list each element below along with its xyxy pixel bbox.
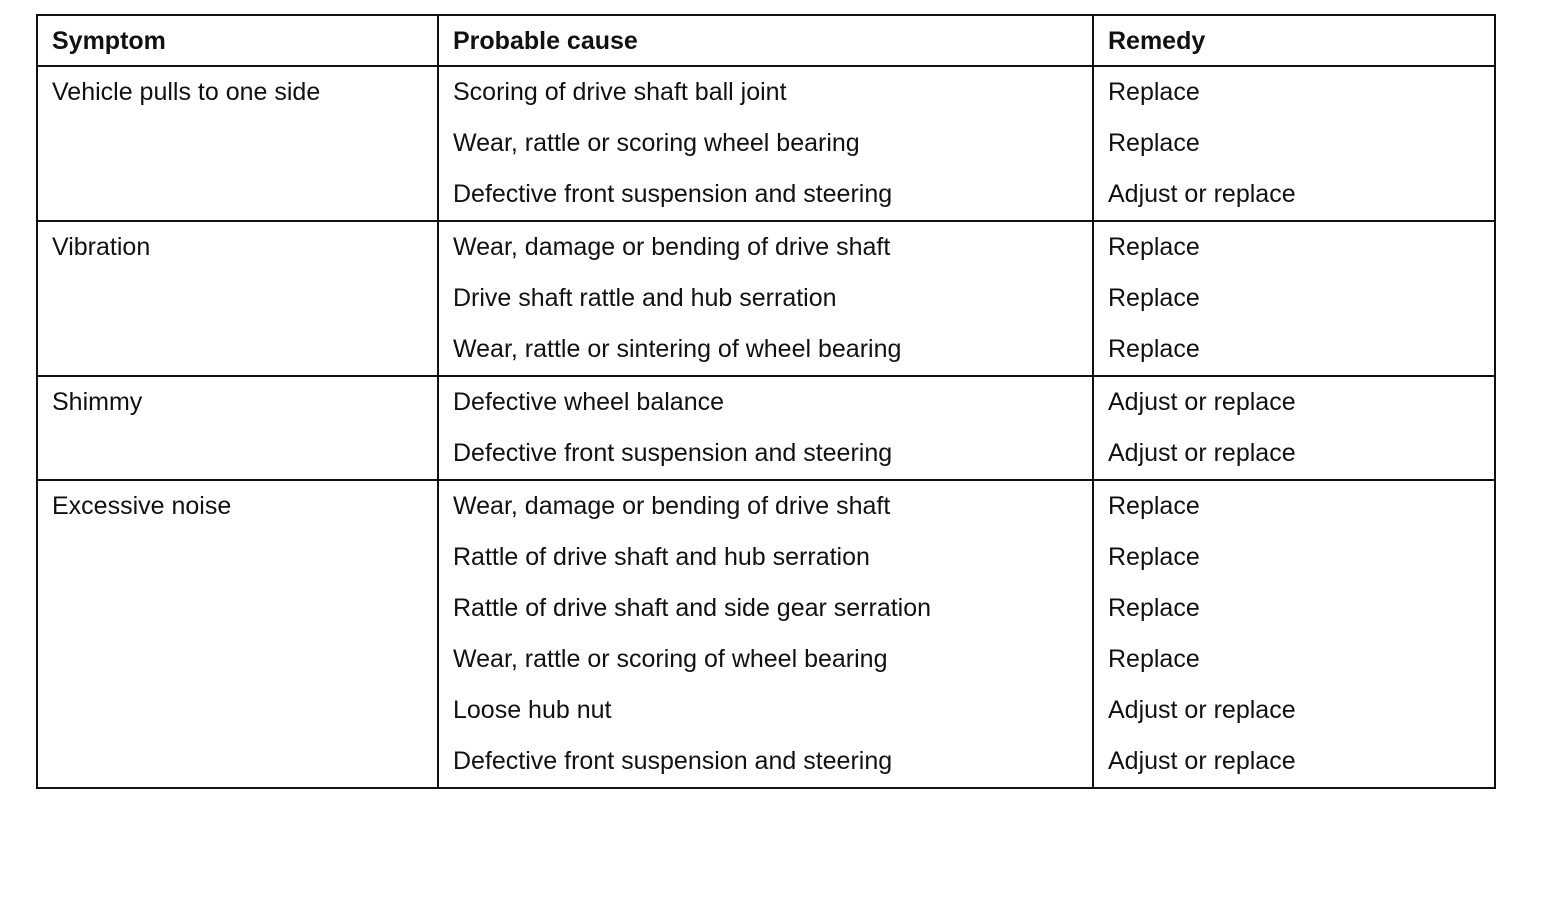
symptom-text: Vehicle pulls to one side [52, 78, 321, 106]
remedy-text: Replace [1108, 645, 1200, 673]
remedy-text: Replace [1108, 284, 1200, 312]
header-probable-cause: Probable cause [439, 16, 1094, 67]
header-symptom: Symptom [38, 16, 439, 67]
remedy-text: Adjust or replace [1108, 439, 1296, 467]
remedy-text: Adjust or replace [1108, 747, 1296, 775]
remedy-cell [1094, 481, 1494, 787]
remedy-text: Replace [1108, 78, 1200, 106]
cause-text: Defective front suspension and steering [453, 747, 893, 775]
cause-cell [439, 377, 1094, 481]
remedy-text: Replace [1108, 129, 1200, 157]
cause-text: Wear, damage or bending of drive shaft [453, 492, 891, 520]
remedy-text: Replace [1108, 492, 1200, 520]
cause-text: Wear, rattle or scoring of wheel bearing [453, 645, 888, 673]
remedy-text: Replace [1108, 335, 1200, 363]
symptom-cell [38, 222, 439, 377]
cause-cell [439, 67, 1094, 222]
remedy-text: Adjust or replace [1108, 388, 1296, 416]
cause-text: Defective wheel balance [453, 388, 724, 416]
cause-text: Wear, damage or bending of drive shaft [453, 233, 891, 261]
symptom-cell [38, 481, 439, 787]
remedy-text: Replace [1108, 594, 1200, 622]
remedy-cell [1094, 222, 1494, 377]
remedy-text: Adjust or replace [1108, 696, 1296, 724]
symptom-text: Shimmy [52, 388, 143, 416]
cause-text: Loose hub nut [453, 696, 612, 724]
cause-text: Defective front suspension and steering [453, 439, 893, 467]
cause-text: Wear, rattle or sintering of wheel bearing [453, 335, 902, 363]
symptom-text: Excessive noise [52, 492, 232, 520]
troubleshooting-table [36, 14, 1496, 789]
remedy-cell [1094, 377, 1494, 481]
cause-text: Rattle of drive shaft and hub serration [453, 543, 870, 571]
cause-text: Rattle of drive shaft and side gear serration [453, 594, 932, 622]
cause-text: Defective front suspension and steering [453, 180, 893, 208]
symptom-cell [38, 377, 439, 481]
symptom-text: Vibration [52, 233, 151, 261]
remedy-cell [1094, 67, 1494, 222]
cause-text: Scoring of drive shaft ball joint [453, 78, 787, 106]
remedy-text: Replace [1108, 543, 1200, 571]
symptom-cell [38, 67, 439, 222]
cause-text: Drive shaft rattle and hub serration [453, 284, 837, 312]
header-remedy: Remedy [1094, 16, 1494, 67]
remedy-text: Adjust or replace [1108, 180, 1296, 208]
remedy-text: Replace [1108, 233, 1200, 261]
cause-cell [439, 481, 1094, 787]
cause-cell [439, 222, 1094, 377]
table-grid [38, 16, 1494, 787]
cause-text: Wear, rattle or scoring wheel bearing [453, 129, 860, 157]
